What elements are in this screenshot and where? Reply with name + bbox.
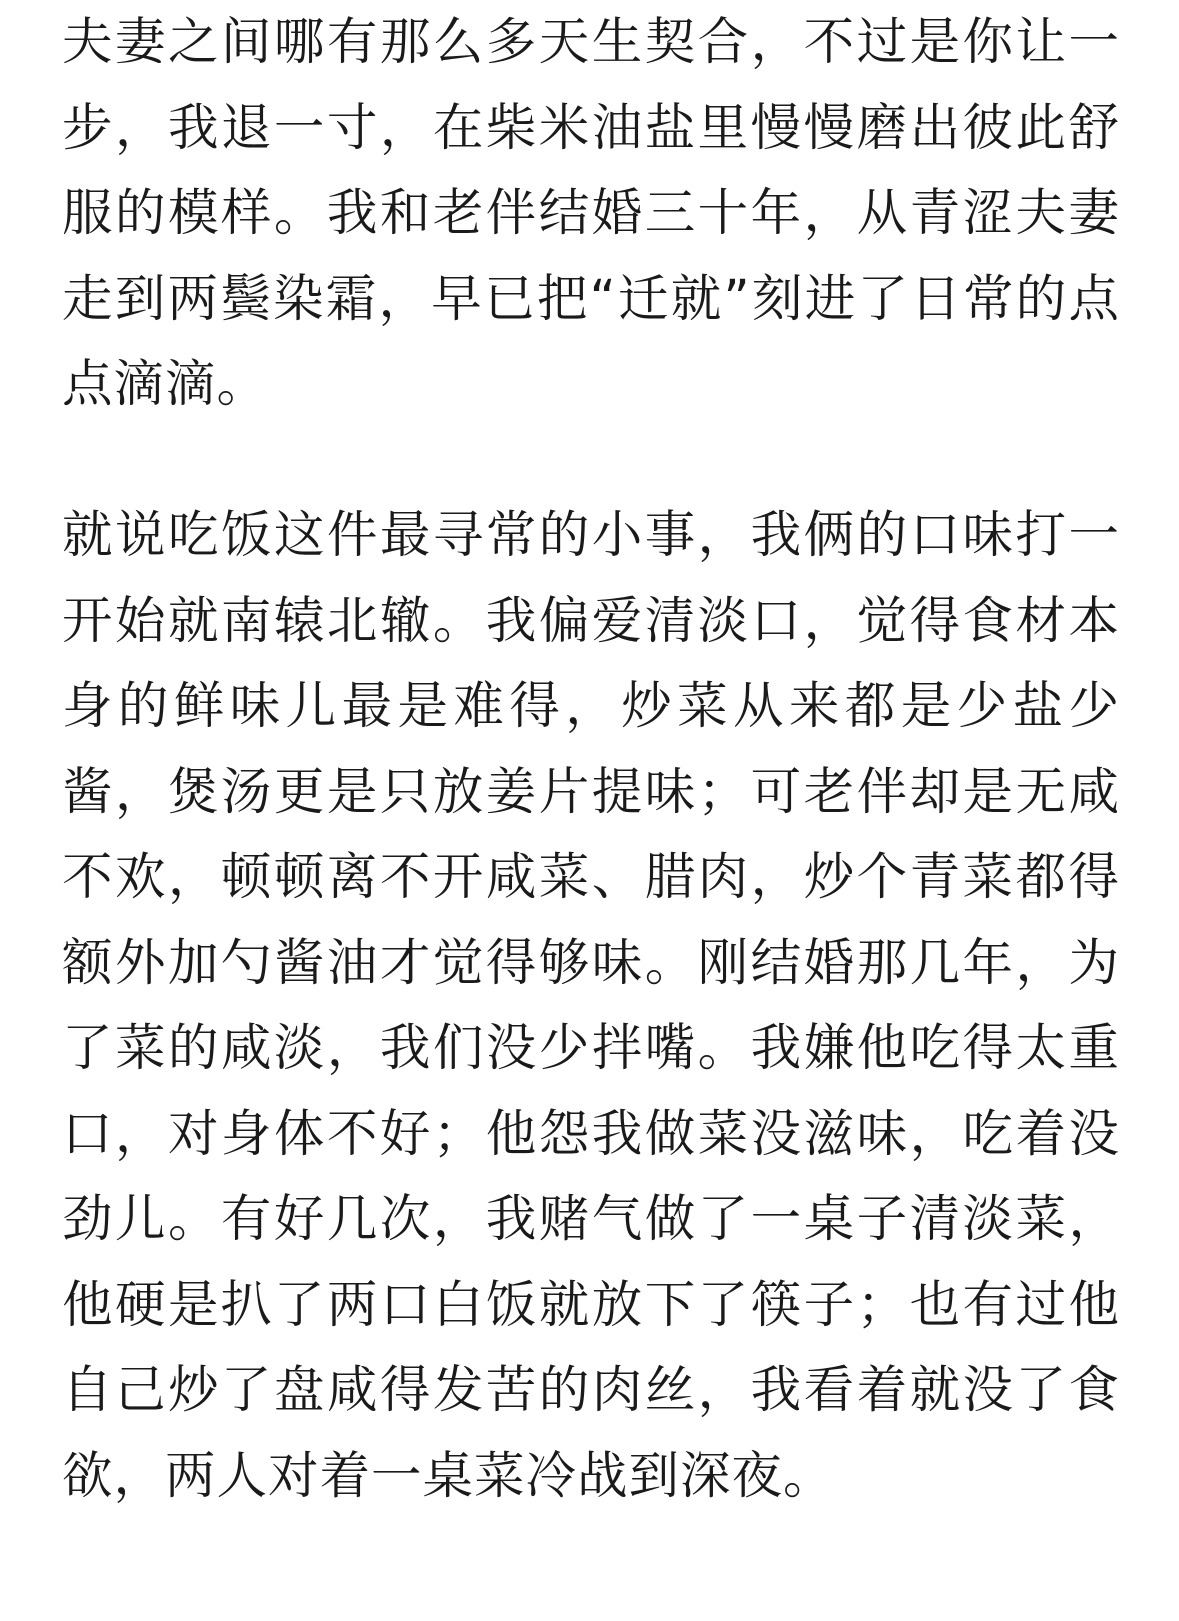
paragraph: 夫妻之间哪有那么多天生契合，不过是你让一步，我退一寸，在柴米油盐里慢慢磨出彼此舒服的模样。我和老伴结婚三十年，从青涩夫妻走到两鬓染霜，早已把“迁就”刻进了日常的点点滴滴。 — [62, 12, 1120, 413]
paragraph: 就说吃饭这件最寻常的小事，我俩的口味打一开始就南辕北辙。我偏爱清淡口，觉得食材本身的鲜味儿最是难得，炒菜从来都是少盐少酱，煲汤更是只放姜片提味；可老伴却是无咸不欢，顿顿离不开咸菜、腊肉，炒个青菜都得额外加勺酱油才觉得够味。刚结婚那几年，为了菜的咸淡，我们没少拌嘴。我嫌他吃得太重口，对身体不好；他怨我做菜没滋味，吃着没劲儿。有好几次，我赌气做了一桌子清淡菜，他硬是扒了两口白饭就放下了筷子；也有过他自己炒了盘咸得发苦的肉丝，我看着就没了食欲，两人对着一桌菜冷战到深夜。 — [62, 505, 1120, 1505]
